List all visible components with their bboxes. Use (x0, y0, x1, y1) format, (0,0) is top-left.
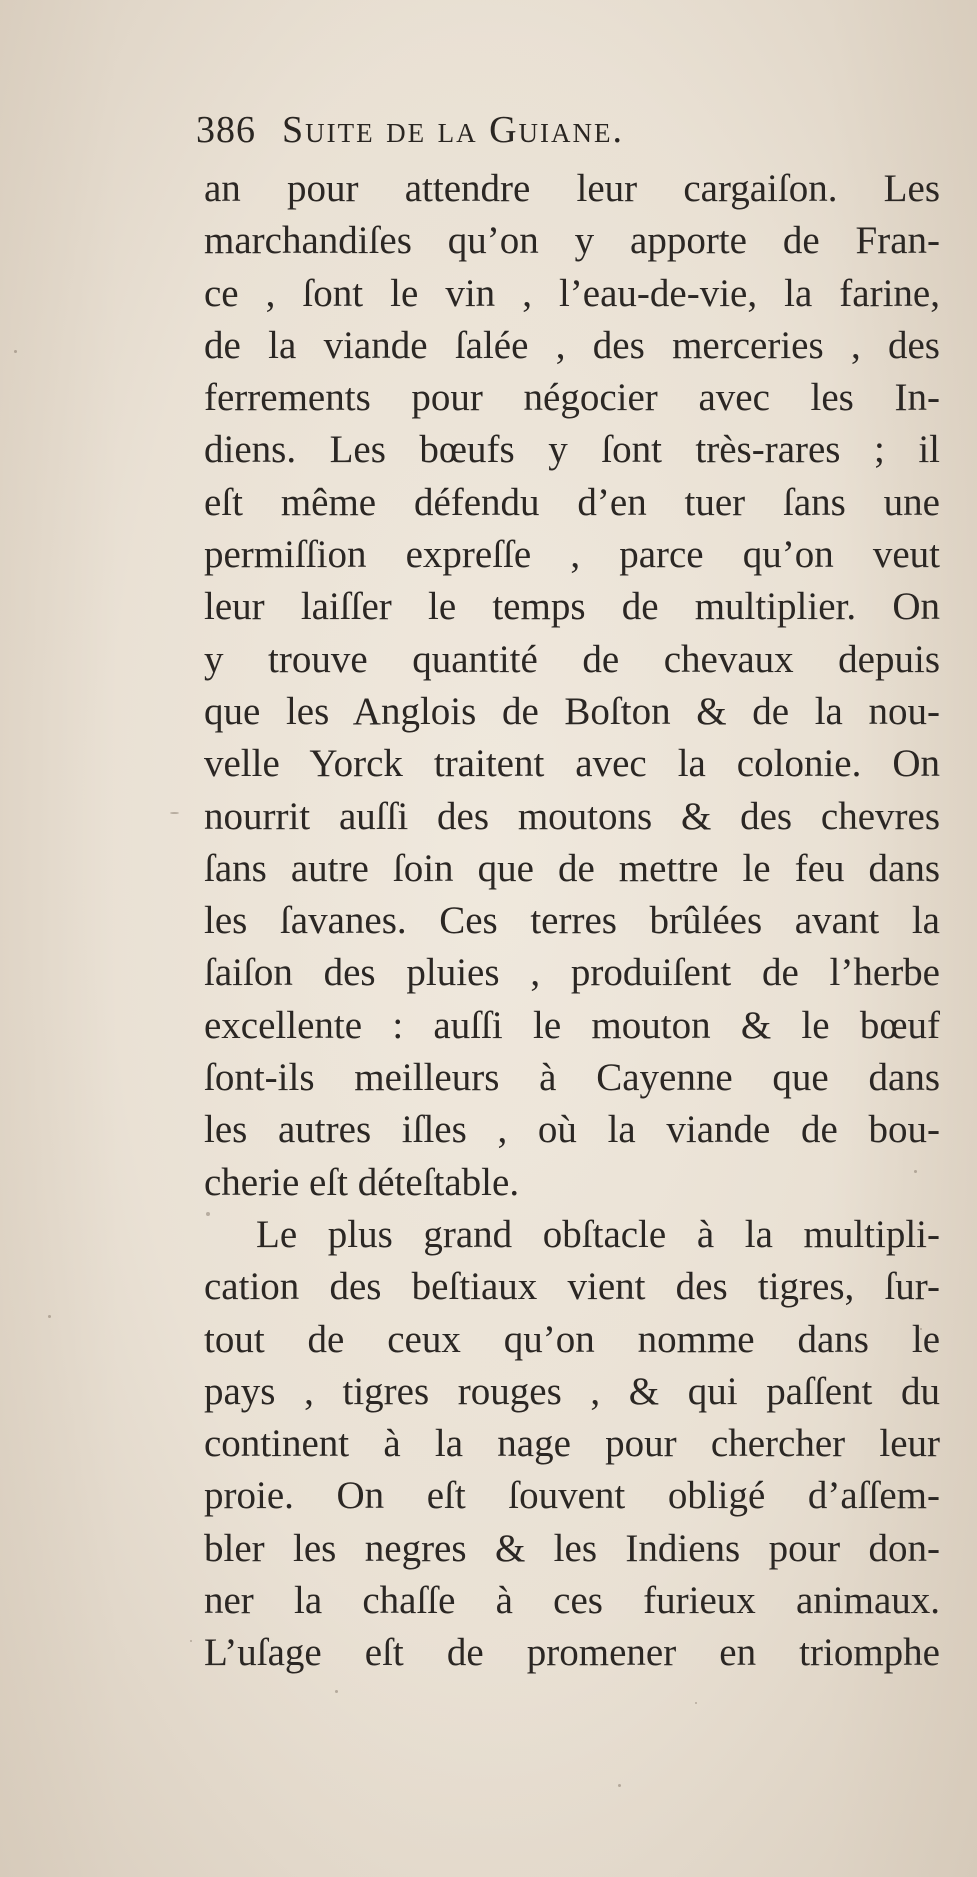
text-line: bler les negres & les Indiens pour don- (204, 1526, 940, 1570)
text-line: que les Anglois de Boſton & de la nou- (204, 689, 940, 733)
text-line: L’uſage eſt de promener en triomphe (204, 1631, 940, 1675)
text-line: ſaiſon des pluies , produiſent de l’herbe (204, 951, 940, 995)
text-line: leur laiſſer le temps de multiplier. On (204, 585, 940, 629)
text-line: tout de ceux qu’on nomme dans le (204, 1317, 940, 1361)
text-line: ce , ſont le vin , l’eau-de-vie, la farine, (204, 271, 940, 315)
text-line: ſont-ils meilleurs à Cayenne que dans (204, 1056, 940, 1100)
text-line: an pour attendre leur cargaiſon. Les (204, 167, 940, 210)
paper-speck (48, 1315, 51, 1318)
text-line: cherie eſt déteſtable. (204, 1160, 520, 1204)
text-line: y trouve quantité de chevaux depuis (204, 637, 940, 681)
text-line: nourrit auſſi des moutons & des chevres (204, 794, 940, 838)
page-number: 386 (196, 109, 256, 151)
paragraph (204, 1209, 940, 1680)
text-line: excellente : auſſi le mouton & le bœuf (204, 1003, 940, 1047)
text-line: les ſavanes. Ces terres brûlées avant la (204, 899, 940, 943)
running-header (196, 108, 956, 160)
paper-speck (618, 1784, 621, 1787)
text-line: eſt même défendu d’en tuer ſans une (204, 480, 940, 524)
paper-speck (170, 812, 179, 814)
paper-speck (190, 1640, 192, 1642)
text-line: continent à la nage pour chercher leur (204, 1422, 940, 1466)
paper-speck (14, 350, 17, 353)
paper-speck (335, 1690, 338, 1693)
text-line: ner la chaſſe à ces furieux animaux. (204, 1579, 940, 1623)
paper-speck (695, 1702, 697, 1704)
text-line: velle Yorck traitent avec la colonie. On (204, 742, 940, 786)
text-line: ferrements pour négocier avec les In- (204, 376, 940, 420)
running-title: Suite de la Guiane. (282, 109, 625, 151)
text-line: marchandiſes qu’on y apporte de Fran- (204, 219, 940, 263)
text-line: diens. Les bœufs y ſont très-rares ; il (204, 428, 940, 472)
text-line: de la viande ſalée , des merceries , des (204, 323, 940, 367)
text-line: les autres iſles , où la viande de bou- (204, 1108, 940, 1152)
paragraph (204, 163, 940, 1209)
body-text (204, 163, 940, 1680)
text-line: pays , tigres rouges , & qui paſſent du (204, 1369, 940, 1413)
text-line: ſans autre ſoin que de mettre le feu dans (204, 846, 940, 890)
text-line: Le plus grand obſtacle à la multipli- (256, 1212, 940, 1256)
text-line: proie. On eſt ſouvent obligé d’aſſem- (204, 1474, 940, 1518)
text-line: permiſſion expreſſe , parce qu’on veut (204, 533, 940, 577)
text-line: cation des beſtiaux vient des tigres, ſur- (204, 1265, 940, 1309)
